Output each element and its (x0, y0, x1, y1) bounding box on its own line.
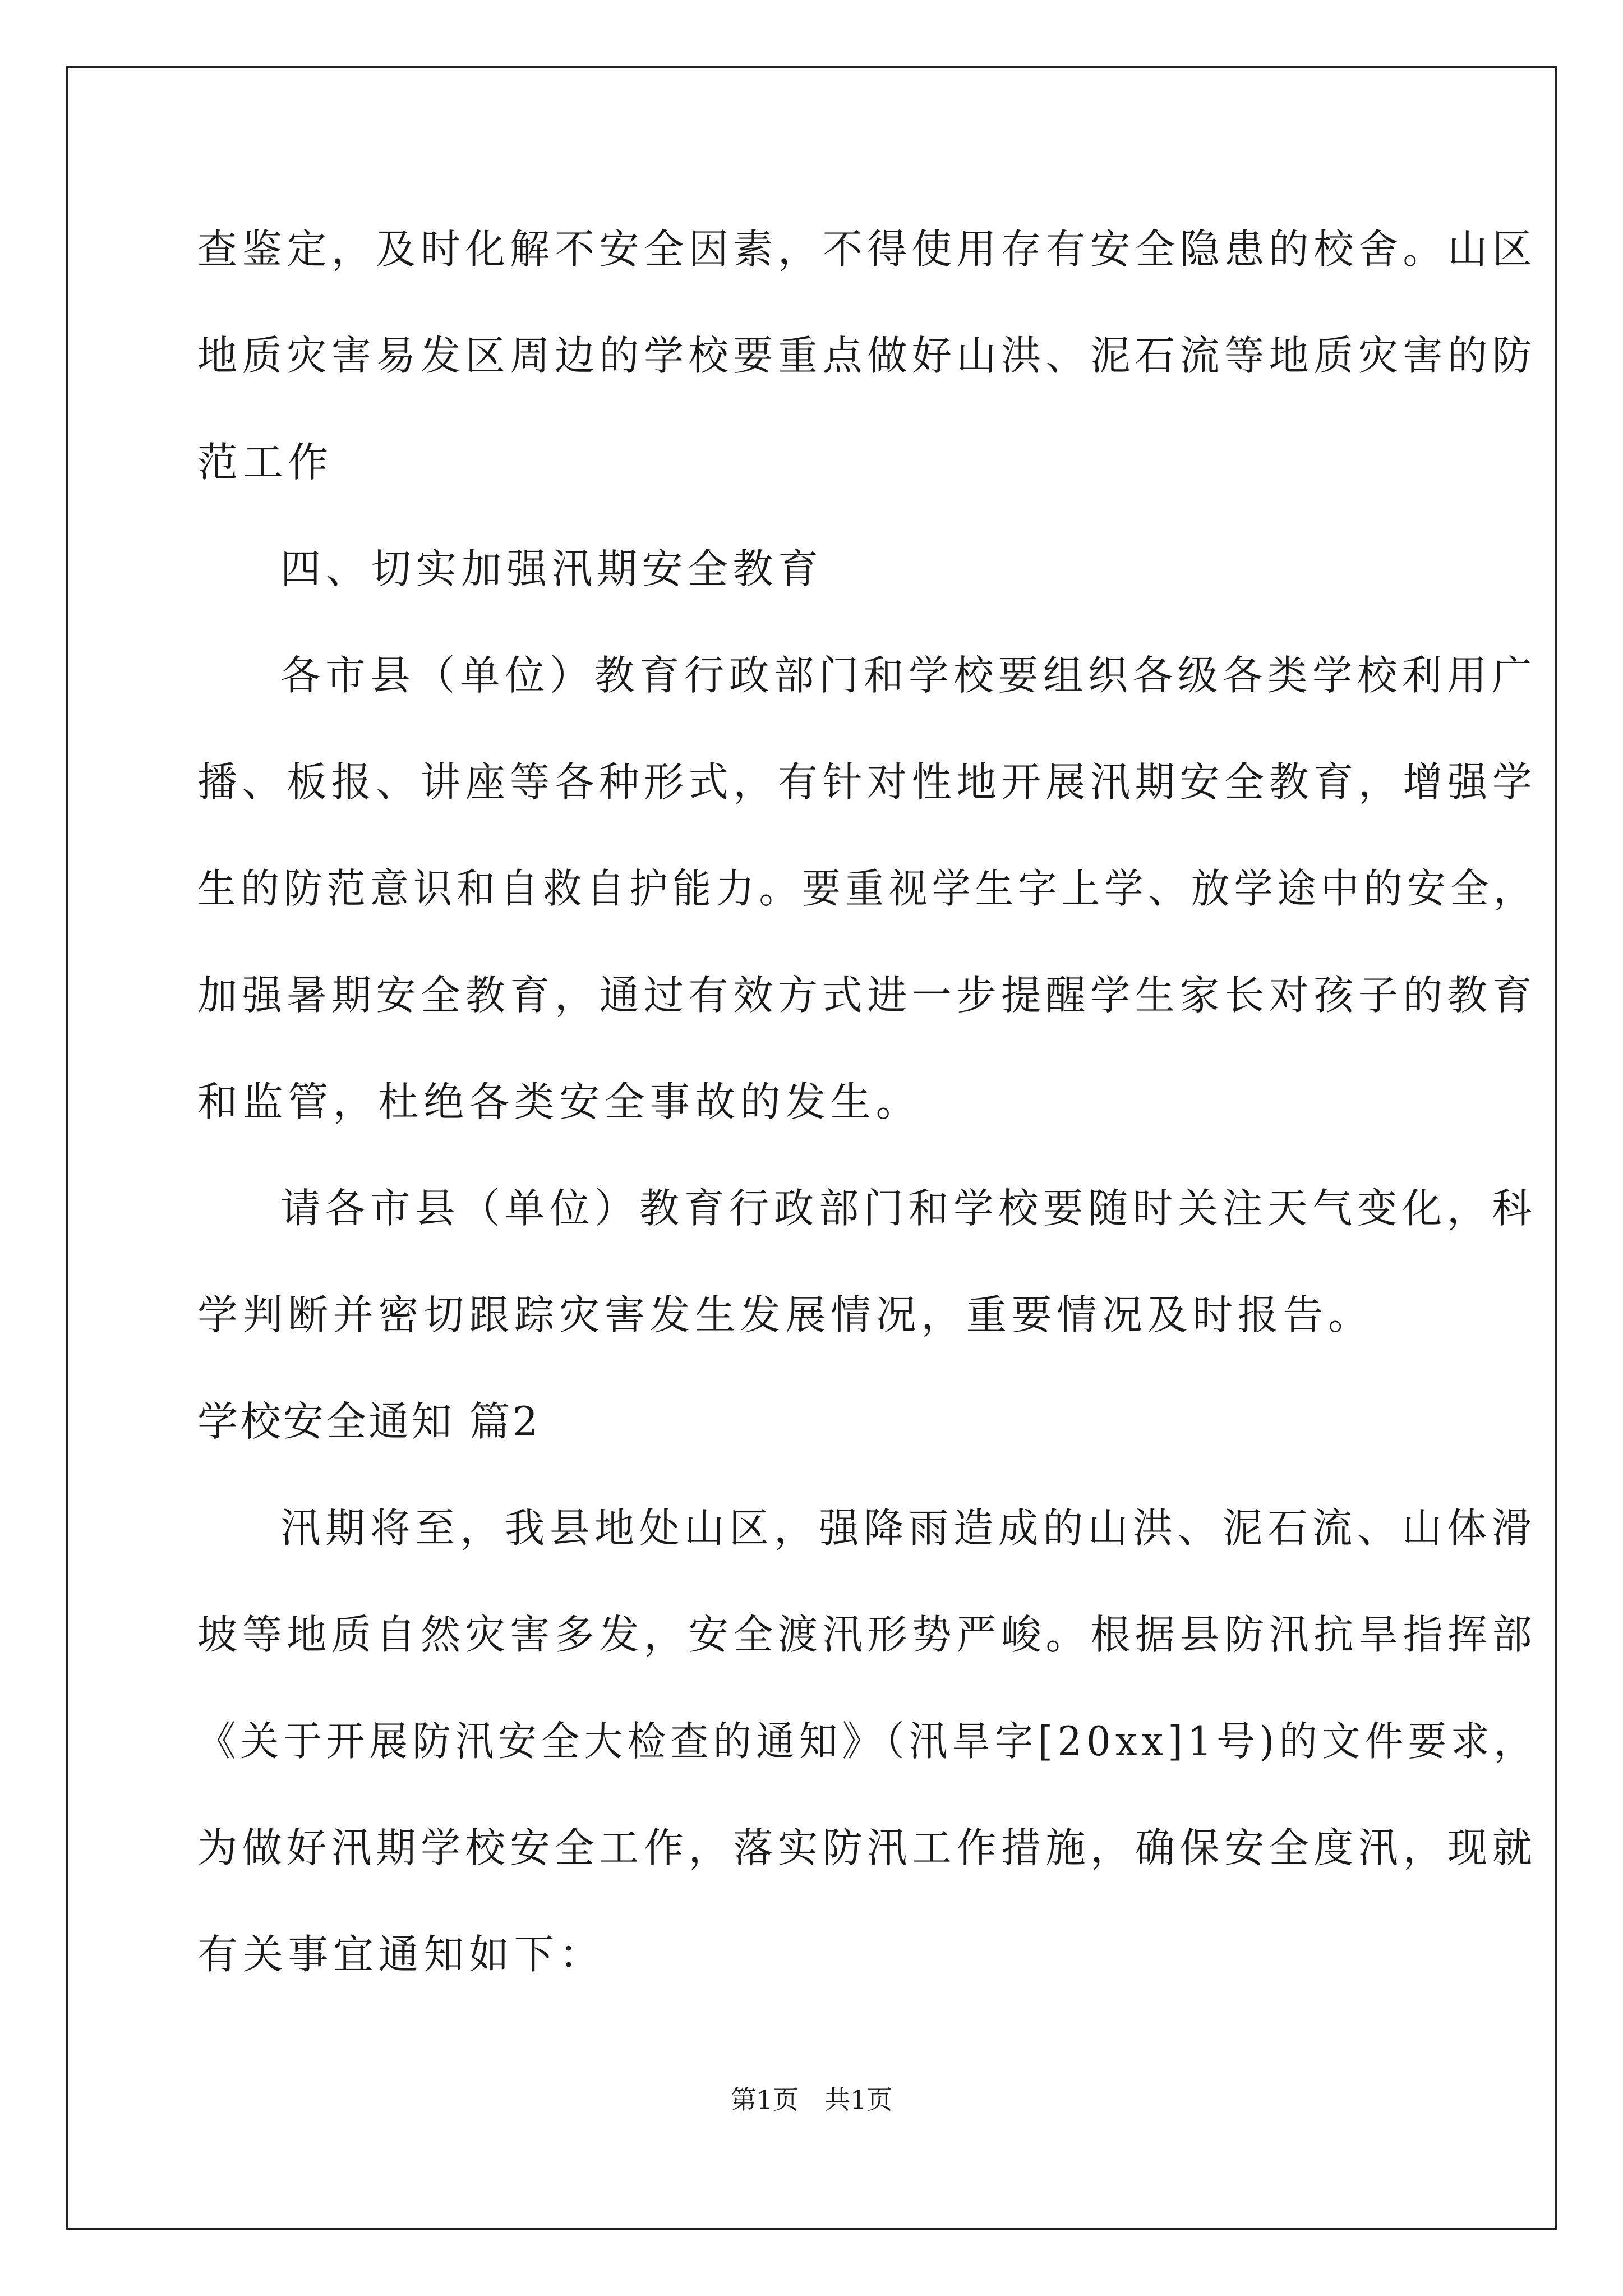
article-title: 学校安全通知 篇2 (197, 1398, 541, 1445)
body-line: 请各市县（单位）教育行政部门和学校要随时关注天气变化，科 (280, 1185, 1537, 1232)
section-heading: 四、切实加强汛期安全教育 (280, 545, 823, 592)
page-border (66, 66, 1557, 2230)
body-line: 加强暑期安全教育，通过有效方式进一步提醒学生家长对孩子的教育 (197, 972, 1537, 1019)
body-line: 汛期将至，我县地处山区，强降雨造成的山洪、泥石流、山体滑 (280, 1504, 1537, 1552)
body-line: 为做好汛期学校安全工作，落实防汛工作措施，确保安全度汛，现就 (197, 1824, 1537, 1871)
body-line: 生的防范意识和自救自护能力。要重视学生字上学、放学途中的安全， (197, 865, 1537, 912)
body-line: 各市县（单位）教育行政部门和学校要组织各级各类学校利用广 (280, 652, 1537, 699)
body-line: 地质灾害易发区周边的学校要重点做好山洪、泥石流等地质灾害的防 (197, 332, 1537, 379)
body-line: 范工作 (197, 439, 333, 486)
body-line: 坡等地质自然灾害多发，安全渡汛形势严峻。根据县防汛抗旱指挥部 (197, 1611, 1537, 1658)
body-line: 有关事宜通知如下： (197, 1931, 605, 1978)
body-line: 查鉴定，及时化解不安全因素，不得使用存有安全隐患的校舍。山区 (197, 226, 1537, 273)
page-number-footer: 第1页 共1页 (730, 2085, 893, 2115)
body-line: 《关于开展防汛安全大检查的通知》（汛旱字[20xx]1号)的文件要求， (197, 1718, 1537, 1765)
body-line: 学判断并密切跟踪灾害发生发展情况，重要情况及时报告。 (197, 1291, 1373, 1338)
body-line: 播、板报、讲座等各种形式，有针对性地开展汛期安全教育，增强学 (197, 758, 1537, 806)
body-line: 和监管，杜绝各类安全事故的发生。 (197, 1078, 921, 1125)
